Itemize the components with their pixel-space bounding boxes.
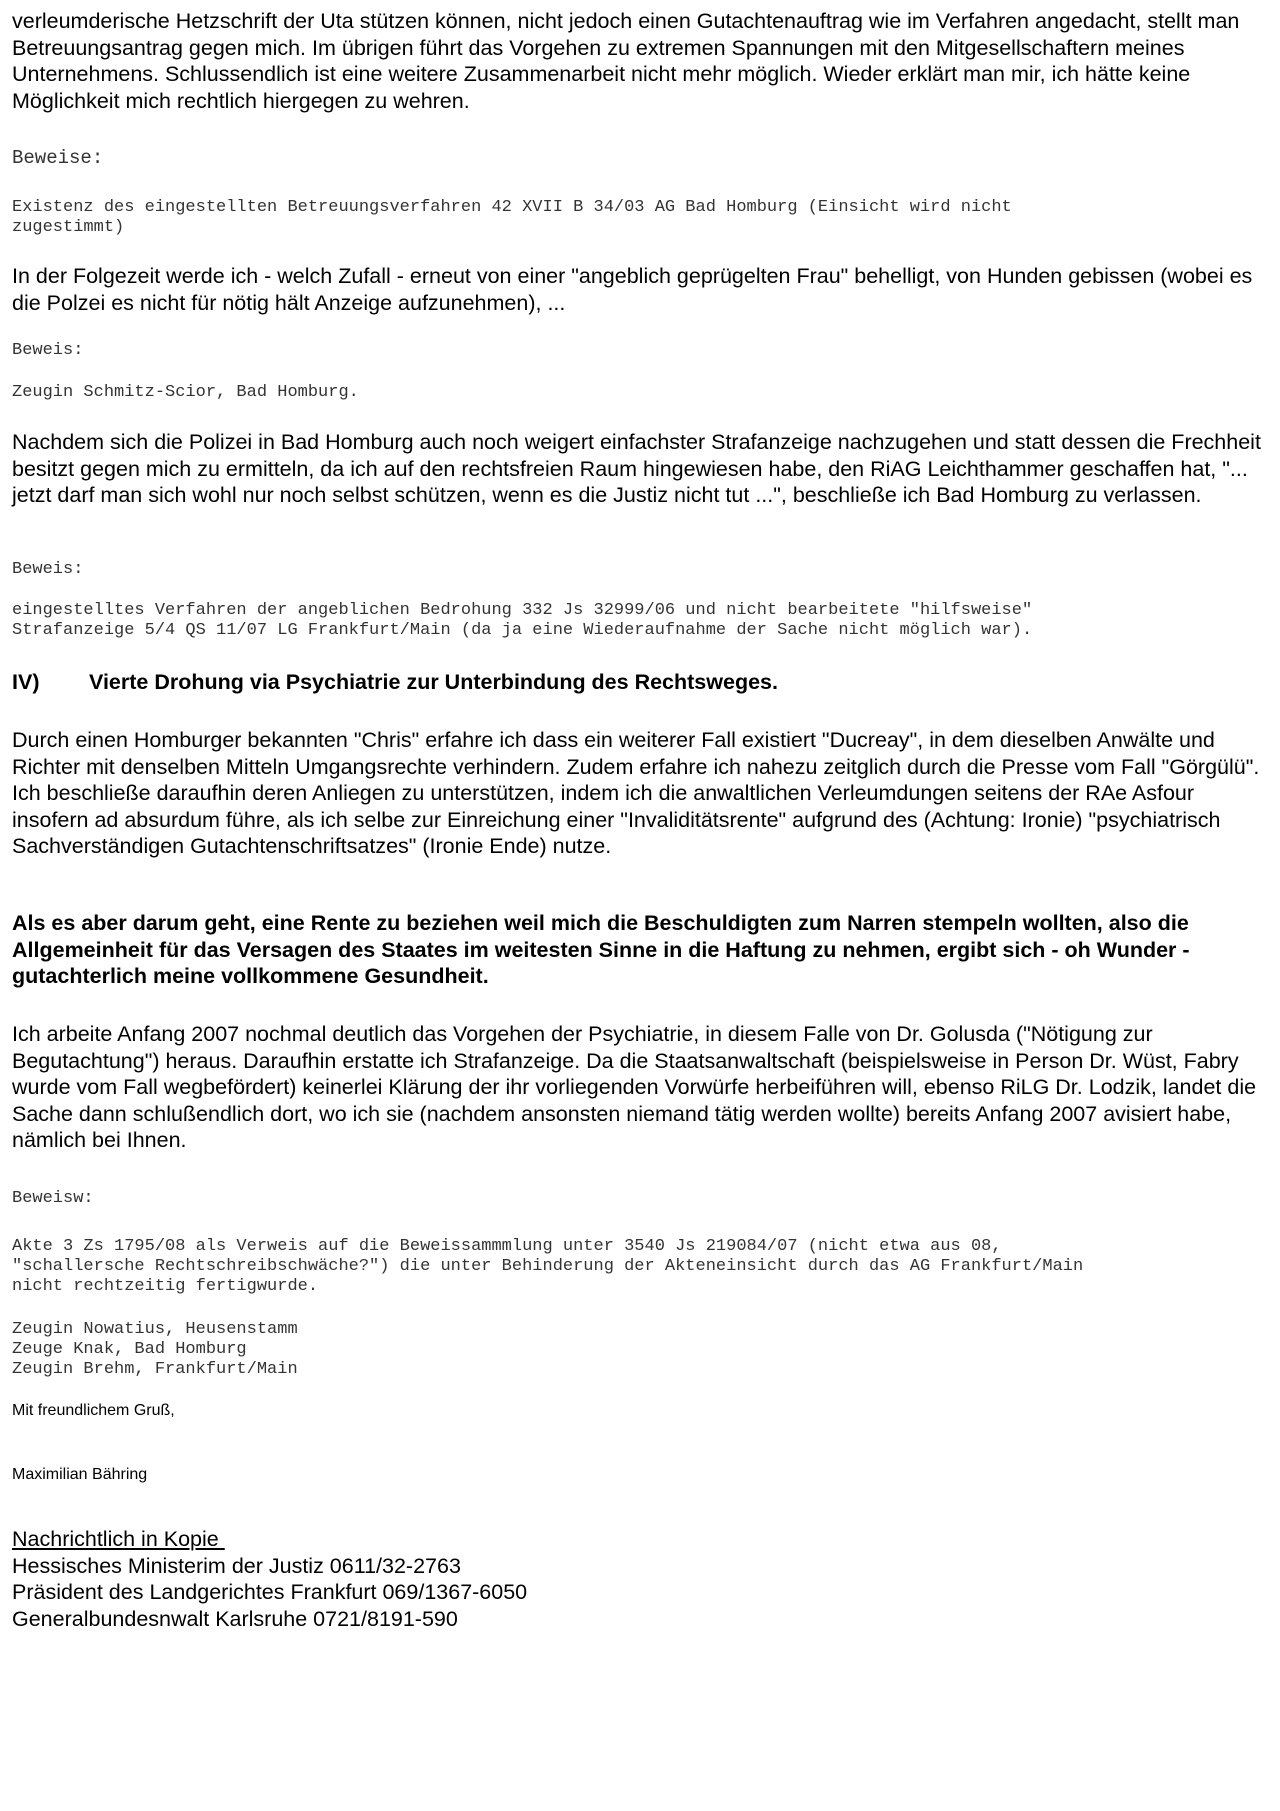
section-title: Vierte Drohung via Psychiatrie zur Unterbindung des Rechtsweges. bbox=[89, 670, 778, 694]
closing-greeting: Mit freundlichem Gruß, bbox=[12, 1402, 175, 1419]
section-number: IV) bbox=[12, 670, 40, 694]
evidence-line: Strafanzeige 5/4 QS 11/07 LG Frankfurt/Main (da ja eine Wiederaufnahme der Sache nicht möglich war). bbox=[12, 621, 1033, 640]
evidence-block bbox=[12, 601, 1032, 641]
evidence-line: "schallersche Rechtschreibschwäche?") die unter Behinderung der Akteneinsicht durch das AG Frankfurt/Main bbox=[12, 1257, 1084, 1276]
witness-item: Zeuge Knak, Bad Homburg bbox=[12, 1340, 247, 1359]
evidence-label: Beweise: bbox=[12, 147, 104, 169]
evidence-line: Zeugin Schmitz-Scior, Bad Homburg. bbox=[12, 383, 359, 402]
evidence-label: Beweisw: bbox=[12, 1189, 94, 1208]
evidence-line: Existenz des eingestellten Betreuungsverfahren 42 XVII B 34/03 AG Bad Homburg (Einsicht wird nicht bbox=[12, 198, 1012, 217]
paragraph-betreuungsantrag: verleumderische Hetzschrift der Uta stützen können, nicht jedoch einen Gutachtenauftrag wie im Verfahren angedacht, stellt man Betreuungsantrag gegen mich. Im übrigen führt das Vorgehen zu extremen Spannungen mit den Mitgesellschaftern meines Unternehmens. Schlussendlich ist eine weitere Zusammenarbeit nicht mehr möglich. Wieder erklärt man mir, ich hätte keine Möglichkeit mich rechtlich hiergegen zu wehren. bbox=[12, 9, 1240, 113]
evidence-block bbox=[12, 198, 1012, 238]
evidence-block bbox=[12, 1237, 1083, 1297]
evidence-line: eingestelltes Verfahren der angeblichen Bedrohung 332 Js 32999/06 und nicht bearbeitete "hilfsweise" bbox=[12, 601, 1033, 620]
evidence-line: zugestimmt) bbox=[12, 218, 125, 237]
copies-heading: Nachrichtlich in Kopie bbox=[12, 1527, 225, 1551]
paragraph-psychiatrie: Ich arbeite Anfang 2007 nochmal deutlich das Vorgehen der Psychiatrie, in diesem Falle von Dr. Golusda ("Nötigung zur Begutachtung") heraus. Daraufhin erstatte ich Strafanzeige. Da die Staatsanwaltschaft (beispielsweise in Person Dr. Wüst, Fabry wurde vom Fall wegbefördert) keinerlei Klärung der ihr vorliegenden Vorwürfe herbeiführen will, ebenso RiLG Dr. Lodzik, landet die Sache dann schlußendlich dort, wo ich sie (nachdem ansonsten niemand tätig werden wollte) bereits Anfang 2007 avisiert habe, nämlich bei Ihnen. bbox=[12, 1022, 1257, 1152]
evidence-label: Beweis: bbox=[12, 560, 84, 579]
copy-recipients bbox=[12, 1526, 527, 1632]
copy-recipient: Generalbundesnwalt Karlsruhe 0721/8191-590 bbox=[12, 1606, 458, 1631]
copy-recipient: Hessisches Ministerim der Justiz 0611/32-2763 bbox=[12, 1553, 461, 1578]
signature-name: Maximilian Bähring bbox=[12, 1466, 148, 1483]
paragraph-rente-bold: Als es aber darum geht, eine Rente zu beziehen weil mich die Beschuldigten zum Narren stempeln wollten, also die Allgemeinheit für das Versagen des Staates im weitesten Sinne in die Haftung zu nehmen, ergibt sich - oh Wunder - gutachterlich meine vollkommene Gesundheit. bbox=[12, 911, 1190, 988]
evidence-label: Beweis: bbox=[12, 341, 84, 360]
evidence-line: nicht rechtzeitig fertigwurde. bbox=[12, 1277, 319, 1296]
witness-item: Zeugin Nowatius, Heusenstamm bbox=[12, 1320, 298, 1339]
evidence-line: Akte 3 Zs 1795/08 als Verweis auf die Beweissammmlung unter 3540 Js 219084/07 (nicht etwa aus 08, bbox=[12, 1237, 1002, 1256]
paragraph-folgezeit: In der Folgezeit werde ich - welch Zufall - erneut von einer "angeblich geprügelten Frau" behelligt, von Hunden gebissen (wobei es die Polzei es nicht für nötig hält Anzeige aufzunehmen), ... bbox=[12, 264, 1253, 315]
witness-item: Zeugin Brehm, Frankfurt/Main bbox=[12, 1360, 298, 1379]
paragraph-polizei: Nachdem sich die Polizei in Bad Homburg auch noch weigert einfachster Strafanzeige nachzugehen und statt dessen die Frechheit besitzt gegen mich zu ermitteln, da ich auf den rechtsfreien Raum hingewiesen habe, den RiAG Leichthammer geschaffen hat, "... jetzt darf man sich wohl nur noch selbst schützen, wenn es die Justiz nicht tut ...", beschließe ich Bad Homburg zu verlassen. bbox=[12, 430, 1261, 507]
copy-recipient: Präsident des Landgerichtes Frankfurt 069/1367-6050 bbox=[12, 1580, 528, 1604]
paragraph-ducreay: Durch einen Homburger bekannten "Chris" erfahre ich dass ein weiterer Fall existiert "Ducreay", in dem dieselben Anwälte und Richter mit denselben Mitteln Umgangsrechte verhindern. Zudem erfahre ich nahezu zeitglich durch die Presse vom Fall "Görgülü". Ich beschließe daraufhin deren Anliegen zu unterstützen, indem ich die anwaltlichen Verleumdungen seitens der RAe Asfour insofern ad absurdum führe, als ich selbe zur Einreichung einer "Invaliditätsrente" aufgrund des (Achtung: Ironie) "psychiatrisch Sachverständigen Gutachtenschriftsatzes" (Ironie Ende) nutze. bbox=[12, 728, 1260, 858]
witness-list bbox=[12, 1320, 298, 1380]
section-heading bbox=[12, 669, 1262, 695]
